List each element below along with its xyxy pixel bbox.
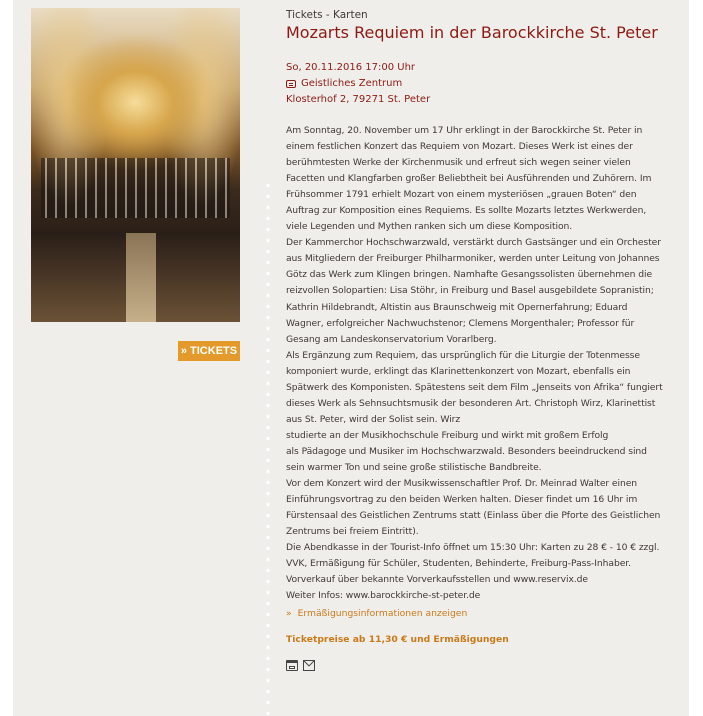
description-paragraph: Am Sonntag, 20. November um 17 Uhr erklingt in der Barockkirche St. Peter in einem festlichen Konzert das Requiem von Mozart. Dieses Werk ist eines der berühmtesten Werke der Kirchenmusik und erfreut sich wegen seiner vielen Facetten und Klangfarben großer Beliebtheit bei Ausführenden und Zuhörern. Im Frühsommer 1791 erhielt Mozart von einem mysteriösen „grauen Boten“ den Auftrag zur Komposition eines Requiems. Es sollte Mozarts letztes Werkwerden, viele Legenden und Mythen ranken sich um diese Komposition. (286, 125, 652, 233)
event-address: Klosterhof 2, 79271 St. Peter (286, 94, 431, 105)
event-venue-row[interactable] (286, 76, 666, 92)
description-paragraph: Als Ergänzung zum Requiem, das ursprünglich für die Liturgie der Totenmesse komponiert wurde, erklingt das Klarinettenkonzert von Mozart, ebenfalls ein Spätwerk des Komponisten. Spätestens seit dem Film „Jenseits von Afrika“ fungiert dieses Werk als Sehnsuchtsmusik der besonderen Art. Christoph Wirz, Klarinettist aus St. Peter, wird der Solist sein. Wirz (286, 349, 663, 425)
event-description (286, 123, 666, 604)
event-photo (31, 8, 240, 322)
event-venue: Geistliches Zentrum (301, 78, 403, 89)
description-paragraph: studierte an der Musikhochschule Freiburg und wirkt mit großem Erfolg (286, 429, 609, 441)
event-category: Tickets - Karten (286, 9, 368, 21)
description-paragraph: als Pädagoge und Musiker im Hochschwarzwald. Besonders beeindruckend sind sein warmer Ton und seine große stilistische Bandbreite. (286, 445, 647, 473)
choir-detail (41, 158, 230, 218)
discount-info-label: Ermäßigungsinformationen anzeigen (297, 608, 468, 620)
chevron-right-icon: » (180, 345, 188, 357)
description-paragraph: Die Abendkasse in der Tourist-Info öffnet um 15:30 Uhr: Karten zu 28 € - 10 € zzgl. VVK, Ermäßigung für Schüler, Studenten, Behinderte, Freiburg-Pass-Inhaber. Vorverkauf über bekannte Vorverkaufsstellen und www.reservix.de (286, 542, 660, 586)
print-icon[interactable] (286, 660, 298, 671)
ticket-prices-link[interactable]: Ticketpreise ab 11,30 € und Ermäßigungen (286, 634, 509, 646)
description-paragraph: Vor dem Konzert wird der Musikwissenschaftler Prof. Dr. Meinrad Walter einen Einführungsvortrag zu den beiden Werken halten. Dieser findet um 16 Uhr im Fürstensaal des Geistlichen Zentrums statt (Einlass über die Pforte des Geistlichen Zentrums bei freiem Eintritt). (286, 478, 661, 538)
event-content (286, 9, 666, 671)
aisle-detail (126, 233, 156, 322)
dotted-divider (265, 180, 271, 716)
tickets-button[interactable] (178, 341, 240, 361)
event-meta (286, 60, 666, 108)
event-datetime: So, 20.11.2016 17:00 Uhr (286, 62, 416, 73)
description-paragraph: Weiter Infos: www.barockkirche-st-peter.de (286, 590, 481, 602)
location-card-icon (286, 80, 296, 88)
discount-info-link[interactable] (286, 608, 467, 619)
chevron-right-icon: » (286, 608, 292, 620)
action-icons (286, 660, 666, 671)
event-title: Mozarts Requiem in der Barockkirche St. Peter (286, 23, 658, 42)
tickets-button-label: TICKETS (190, 345, 238, 357)
description-paragraph: Der Kammerchor Hochschwarzwald, verstärkt durch Gastsänger und ein Orchester aus Mitgliedern der Freiburger Philharmoniker, werden unter Leitung von Johannes Götz das Werk zum Klingen bringen. Namhafte Gesangssolisten übernehmen die reizvollen Solopartien: Lisa Stöhr, in Freiburg und Basel ausgebildete Sopranistin; Kathrin Hildebrandt, Altistin aus Braunschweig mit Opernerfahrung; Eduard Wagner, erfolgreicher Nachwuchstenor; Clemens Morgenthaler; Professor für Gesang am Landeskonservatorium Vorarlberg. (286, 237, 661, 345)
mail-icon[interactable] (303, 660, 315, 671)
